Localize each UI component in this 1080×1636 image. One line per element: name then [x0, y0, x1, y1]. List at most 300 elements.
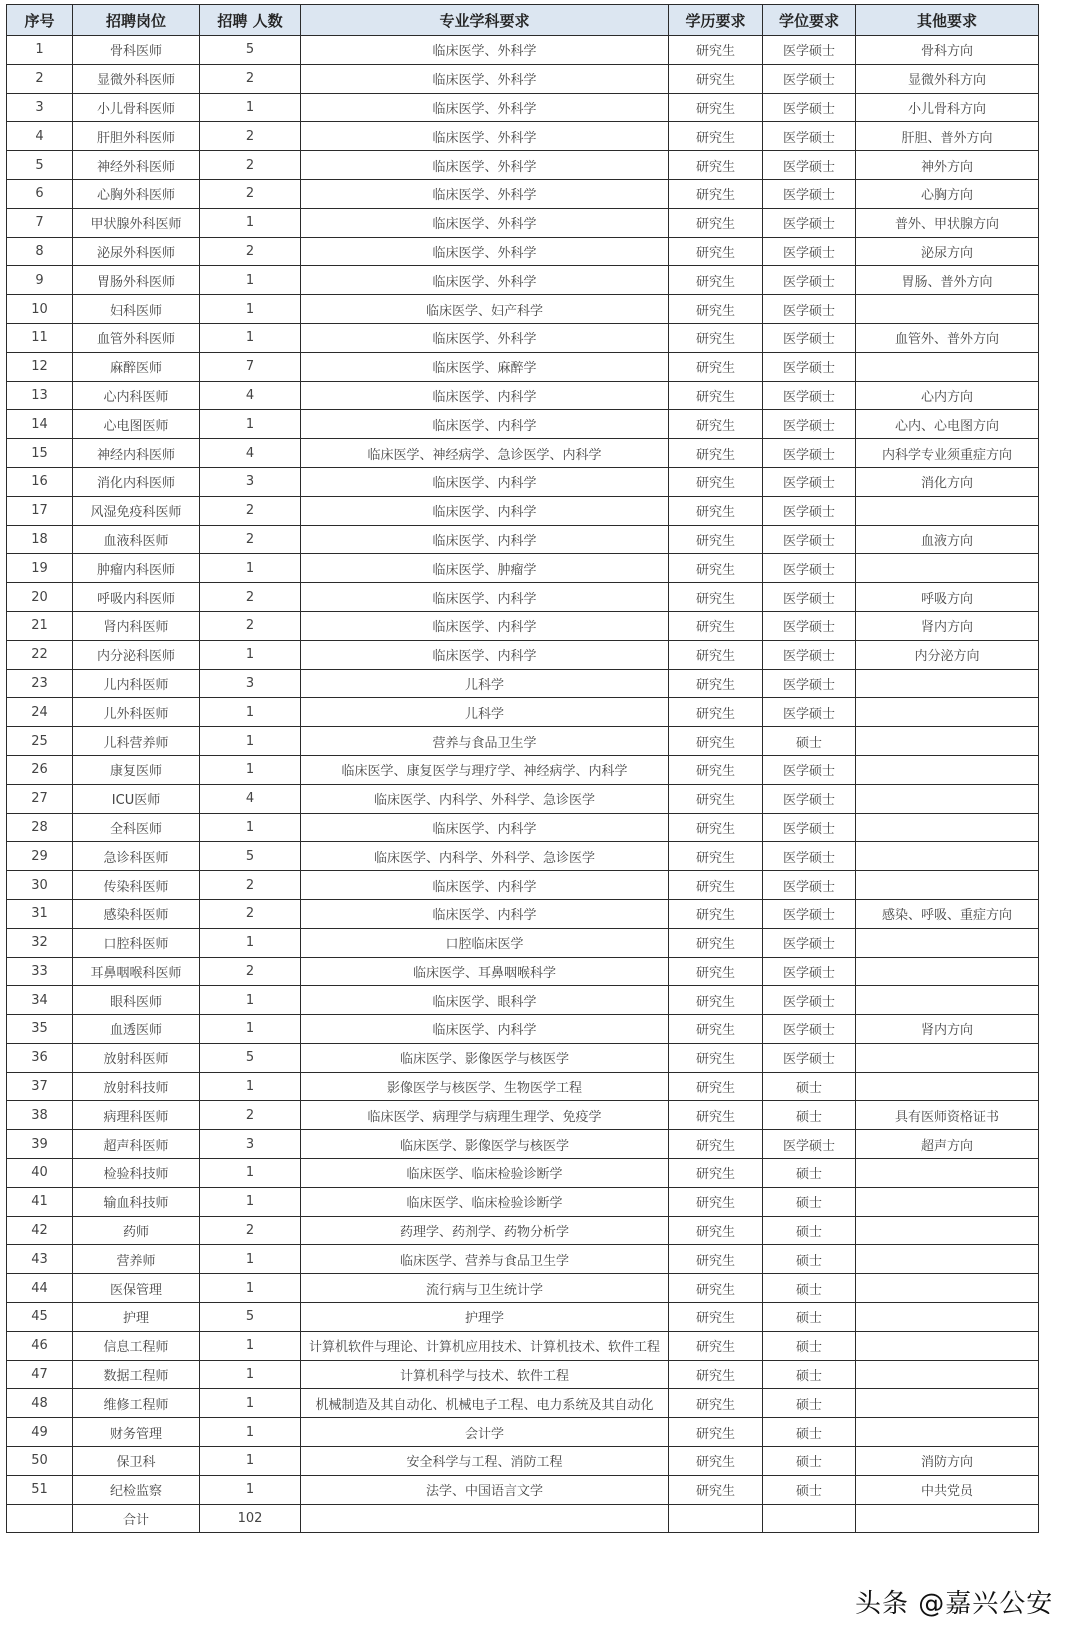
cell-count: 2 [200, 122, 301, 151]
cell-major: 护理学 [301, 1303, 669, 1332]
table-row [7, 295, 1039, 324]
cell-other: 神外方向 [856, 151, 1039, 180]
cell-education: 研究生 [669, 1303, 763, 1332]
table-body [7, 36, 1039, 1505]
cell-other: 肾内方向 [856, 611, 1039, 640]
header-position: 招聘岗位 [73, 5, 200, 36]
table-row [7, 352, 1039, 381]
cell-education: 研究生 [669, 1216, 763, 1245]
cell-degree: 硕士 [763, 1072, 856, 1101]
cell-degree: 医学硕士 [763, 93, 856, 122]
cell-index: 2 [7, 64, 73, 93]
cell-index: 13 [7, 381, 73, 410]
cell-index: 36 [7, 1043, 73, 1072]
cell-position: 甲状腺外科医师 [73, 208, 200, 237]
table-row [7, 784, 1039, 813]
cell-other: 消化方向 [856, 467, 1039, 496]
cell-count: 2 [200, 151, 301, 180]
cell-degree: 医学硕士 [763, 496, 856, 525]
cell-education: 研究生 [669, 151, 763, 180]
table-row [7, 323, 1039, 352]
table-row [7, 1331, 1039, 1360]
cell-other: 胃肠、普外方向 [856, 266, 1039, 295]
cell-position: 护理 [73, 1303, 200, 1332]
cell-position: 肝胆外科医师 [73, 122, 200, 151]
cell-position: 纪检监察 [73, 1475, 200, 1504]
cell-education: 研究生 [669, 957, 763, 986]
cell-major: 临床医学、内科学 [301, 1015, 669, 1044]
cell-count: 1 [200, 1245, 301, 1274]
cell-count: 2 [200, 899, 301, 928]
cell-education: 研究生 [669, 583, 763, 612]
cell-education: 研究生 [669, 1274, 763, 1303]
cell-education: 研究生 [669, 554, 763, 583]
cell-degree: 医学硕士 [763, 352, 856, 381]
table-row [7, 1389, 1039, 1418]
cell-count: 1 [200, 813, 301, 842]
cell-major: 临床医学、外科学 [301, 179, 669, 208]
cell-major: 儿科学 [301, 669, 669, 698]
cell-major: 临床医学、内科学 [301, 813, 669, 842]
cell-index: 51 [7, 1475, 73, 1504]
cell-count: 2 [200, 496, 301, 525]
cell-count: 2 [200, 1101, 301, 1130]
cell-other [856, 813, 1039, 842]
cell-degree: 硕士 [763, 1475, 856, 1504]
cell-other [856, 727, 1039, 756]
cell-index: 4 [7, 122, 73, 151]
cell-index: 37 [7, 1072, 73, 1101]
table-row [7, 727, 1039, 756]
cell-education: 研究生 [669, 266, 763, 295]
cell-major: 临床医学、麻醉学 [301, 352, 669, 381]
cell-index: 29 [7, 842, 73, 871]
cell-other [856, 1245, 1039, 1274]
cell-degree: 医学硕士 [763, 36, 856, 65]
cell-other [856, 295, 1039, 324]
cell-position: 泌尿外科医师 [73, 237, 200, 266]
cell-education: 研究生 [669, 813, 763, 842]
cell-index: 30 [7, 871, 73, 900]
cell-position: 维修工程师 [73, 1389, 200, 1418]
table-row [7, 381, 1039, 410]
cell-education: 研究生 [669, 871, 763, 900]
cell-education: 研究生 [669, 323, 763, 352]
cell-count: 2 [200, 611, 301, 640]
cell-index: 25 [7, 727, 73, 756]
cell-other [856, 755, 1039, 784]
cell-education: 研究生 [669, 1475, 763, 1504]
cell-other [856, 1216, 1039, 1245]
cell-major: 临床医学、外科学 [301, 122, 669, 151]
cell-degree: 医学硕士 [763, 208, 856, 237]
cell-index: 16 [7, 467, 73, 496]
cell-major: 临床医学、外科学 [301, 151, 669, 180]
cell-other: 泌尿方向 [856, 237, 1039, 266]
cell-index: 17 [7, 496, 73, 525]
cell-other: 内科学专业须重症方向 [856, 439, 1039, 468]
cell-education: 研究生 [669, 640, 763, 669]
table-row [7, 928, 1039, 957]
cell-position: 信息工程师 [73, 1331, 200, 1360]
cell-education: 研究生 [669, 208, 763, 237]
cell-count: 1 [200, 410, 301, 439]
cell-position: 骨科医师 [73, 36, 200, 65]
cell-education: 研究生 [669, 1072, 763, 1101]
cell-other [856, 1360, 1039, 1389]
cell-index: 44 [7, 1274, 73, 1303]
cell-degree: 医学硕士 [763, 64, 856, 93]
cell-degree: 硕士 [763, 1447, 856, 1476]
cell-education: 研究生 [669, 727, 763, 756]
table-row [7, 611, 1039, 640]
cell-position: 全科医师 [73, 813, 200, 842]
cell-index: 11 [7, 323, 73, 352]
cell-count: 1 [200, 1418, 301, 1447]
cell-education: 研究生 [669, 36, 763, 65]
cell-major: 临床医学、内科学 [301, 381, 669, 410]
cell-position: 神经外科医师 [73, 151, 200, 180]
cell-index: 41 [7, 1187, 73, 1216]
total-empty [763, 1504, 856, 1533]
cell-other [856, 871, 1039, 900]
cell-degree: 医学硕士 [763, 957, 856, 986]
cell-major: 临床医学、内科学 [301, 899, 669, 928]
cell-degree: 医学硕士 [763, 323, 856, 352]
cell-count: 2 [200, 525, 301, 554]
cell-other: 具有医师资格证书 [856, 1101, 1039, 1130]
cell-education: 研究生 [669, 1101, 763, 1130]
cell-major: 临床医学、神经病学、急诊医学、内科学 [301, 439, 669, 468]
cell-education: 研究生 [669, 1360, 763, 1389]
cell-degree: 医学硕士 [763, 410, 856, 439]
cell-degree: 医学硕士 [763, 842, 856, 871]
cell-index: 8 [7, 237, 73, 266]
cell-major: 会计学 [301, 1418, 669, 1447]
cell-position: 急诊科医师 [73, 842, 200, 871]
cell-other [856, 1389, 1039, 1418]
cell-count: 1 [200, 93, 301, 122]
cell-degree: 硕士 [763, 1274, 856, 1303]
cell-education: 研究生 [669, 986, 763, 1015]
cell-major: 临床医学、内科学 [301, 640, 669, 669]
table-row [7, 986, 1039, 1015]
cell-position: 神经内科医师 [73, 439, 200, 468]
table-row [7, 439, 1039, 468]
cell-education: 研究生 [669, 784, 763, 813]
cell-index: 40 [7, 1159, 73, 1188]
cell-degree: 医学硕士 [763, 237, 856, 266]
cell-index: 38 [7, 1101, 73, 1130]
cell-other [856, 784, 1039, 813]
cell-index: 48 [7, 1389, 73, 1418]
cell-education: 研究生 [669, 525, 763, 554]
cell-position: 消化内科医师 [73, 467, 200, 496]
total-empty [301, 1504, 669, 1533]
cell-index: 23 [7, 669, 73, 698]
cell-position: 血透医师 [73, 1015, 200, 1044]
cell-position: 医保管理 [73, 1274, 200, 1303]
cell-count: 1 [200, 1447, 301, 1476]
cell-major: 临床医学、内科学 [301, 496, 669, 525]
cell-education: 研究生 [669, 496, 763, 525]
cell-count: 7 [200, 352, 301, 381]
cell-other: 血液方向 [856, 525, 1039, 554]
cell-count: 1 [200, 986, 301, 1015]
table-row [7, 1360, 1039, 1389]
cell-count: 2 [200, 957, 301, 986]
cell-other [856, 928, 1039, 957]
watermark: 头条 @嘉兴公安 [855, 1589, 1054, 1619]
cell-position: 保卫科 [73, 1447, 200, 1476]
cell-education: 研究生 [669, 1015, 763, 1044]
cell-other: 心内方向 [856, 381, 1039, 410]
cell-degree: 硕士 [763, 1101, 856, 1130]
cell-position: 肿瘤内科医师 [73, 554, 200, 583]
total-empty [669, 1504, 763, 1533]
cell-position: 胃肠外科医师 [73, 266, 200, 295]
cell-education: 研究生 [669, 1159, 763, 1188]
cell-education: 研究生 [669, 669, 763, 698]
cell-education: 研究生 [669, 1331, 763, 1360]
cell-degree: 医学硕士 [763, 928, 856, 957]
cell-index: 34 [7, 986, 73, 1015]
table-row [7, 1015, 1039, 1044]
cell-index: 7 [7, 208, 73, 237]
cell-count: 1 [200, 266, 301, 295]
cell-position: 风湿免疫科医师 [73, 496, 200, 525]
cell-position: 内分泌科医师 [73, 640, 200, 669]
cell-education: 研究生 [669, 928, 763, 957]
cell-position: 病理科医师 [73, 1101, 200, 1130]
table-row [7, 669, 1039, 698]
cell-major: 法学、中国语言文学 [301, 1475, 669, 1504]
cell-count: 4 [200, 784, 301, 813]
cell-degree: 医学硕士 [763, 295, 856, 324]
cell-major: 临床医学、临床检验诊断学 [301, 1187, 669, 1216]
table-row [7, 237, 1039, 266]
cell-major: 临床医学、影像医学与核医学 [301, 1043, 669, 1072]
cell-count: 5 [200, 842, 301, 871]
cell-major: 临床医学、康复医学与理疗学、神经病学、内科学 [301, 755, 669, 784]
cell-index: 6 [7, 179, 73, 208]
cell-count: 1 [200, 1360, 301, 1389]
cell-position: 显微外科医师 [73, 64, 200, 93]
cell-degree: 医学硕士 [763, 525, 856, 554]
cell-other [856, 1187, 1039, 1216]
cell-major: 临床医学、外科学 [301, 208, 669, 237]
table-row [7, 871, 1039, 900]
cell-position: 感染科医师 [73, 899, 200, 928]
cell-count: 1 [200, 295, 301, 324]
cell-index: 32 [7, 928, 73, 957]
table-row [7, 1447, 1039, 1476]
cell-degree: 医学硕士 [763, 611, 856, 640]
cell-count: 1 [200, 1389, 301, 1418]
table-row [7, 1245, 1039, 1274]
cell-degree: 硕士 [763, 1389, 856, 1418]
cell-count: 2 [200, 871, 301, 900]
cell-index: 28 [7, 813, 73, 842]
cell-count: 5 [200, 1303, 301, 1332]
cell-other [856, 1418, 1039, 1447]
cell-major: 临床医学、营养与食品卫生学 [301, 1245, 669, 1274]
cell-other [856, 352, 1039, 381]
cell-index: 18 [7, 525, 73, 554]
cell-education: 研究生 [669, 1389, 763, 1418]
cell-education: 研究生 [669, 1043, 763, 1072]
cell-major: 临床医学、妇产科学 [301, 295, 669, 324]
cell-education: 研究生 [669, 899, 763, 928]
cell-index: 9 [7, 266, 73, 295]
cell-count: 5 [200, 1043, 301, 1072]
cell-count: 2 [200, 583, 301, 612]
cell-major: 临床医学、内科学 [301, 410, 669, 439]
total-index [7, 1504, 73, 1533]
cell-degree: 医学硕士 [763, 1043, 856, 1072]
cell-position: 传染科医师 [73, 871, 200, 900]
cell-degree: 硕士 [763, 1418, 856, 1447]
header-education: 学历要求 [669, 5, 763, 36]
table-row [7, 1475, 1039, 1504]
cell-position: 数据工程师 [73, 1360, 200, 1389]
recruitment-table [6, 4, 1039, 1533]
cell-education: 研究生 [669, 352, 763, 381]
header-row [7, 5, 1039, 36]
cell-position: 心胸外科医师 [73, 179, 200, 208]
cell-education: 研究生 [669, 842, 763, 871]
cell-other: 中共党员 [856, 1475, 1039, 1504]
cell-major: 临床医学、肿瘤学 [301, 554, 669, 583]
total-empty [856, 1504, 1039, 1533]
cell-degree: 硕士 [763, 1159, 856, 1188]
cell-index: 49 [7, 1418, 73, 1447]
cell-education: 研究生 [669, 179, 763, 208]
table-row [7, 266, 1039, 295]
table-row [7, 467, 1039, 496]
cell-position: 儿内科医师 [73, 669, 200, 698]
cell-major: 临床医学、耳鼻咽喉科学 [301, 957, 669, 986]
cell-degree: 医学硕士 [763, 1130, 856, 1159]
cell-index: 3 [7, 93, 73, 122]
cell-degree: 医学硕士 [763, 554, 856, 583]
cell-education: 研究生 [669, 611, 763, 640]
cell-other: 内分泌方向 [856, 640, 1039, 669]
cell-count: 1 [200, 640, 301, 669]
table-row [7, 496, 1039, 525]
cell-education: 研究生 [669, 93, 763, 122]
cell-other: 呼吸方向 [856, 583, 1039, 612]
cell-index: 42 [7, 1216, 73, 1245]
cell-index: 31 [7, 899, 73, 928]
cell-education: 研究生 [669, 122, 763, 151]
cell-degree: 硕士 [763, 1245, 856, 1274]
cell-degree: 医学硕士 [763, 899, 856, 928]
cell-index: 47 [7, 1360, 73, 1389]
cell-major: 机械制造及其自动化、机械电子工程、电力系统及其自动化 [301, 1389, 669, 1418]
cell-position: ICU医师 [73, 784, 200, 813]
cell-count: 1 [200, 698, 301, 727]
cell-position: 心内科医师 [73, 381, 200, 410]
cell-education: 研究生 [669, 1187, 763, 1216]
cell-other: 肝胆、普外方向 [856, 122, 1039, 151]
cell-count: 1 [200, 323, 301, 352]
table-row [7, 698, 1039, 727]
header-major: 专业学科要求 [301, 5, 669, 36]
cell-count: 2 [200, 64, 301, 93]
cell-position: 口腔科医师 [73, 928, 200, 957]
cell-position: 血管外科医师 [73, 323, 200, 352]
cell-degree: 医学硕士 [763, 871, 856, 900]
cell-education: 研究生 [669, 755, 763, 784]
cell-index: 50 [7, 1447, 73, 1476]
cell-index: 14 [7, 410, 73, 439]
cell-position: 小儿骨科医师 [73, 93, 200, 122]
cell-other [856, 957, 1039, 986]
cell-count: 2 [200, 1216, 301, 1245]
table-row [7, 525, 1039, 554]
cell-degree: 医学硕士 [763, 179, 856, 208]
cell-major: 计算机科学与技术、软件工程 [301, 1360, 669, 1389]
cell-other: 普外、甲状腺方向 [856, 208, 1039, 237]
cell-other [856, 1331, 1039, 1360]
table-row [7, 957, 1039, 986]
cell-degree: 医学硕士 [763, 755, 856, 784]
cell-degree: 硕士 [763, 1360, 856, 1389]
table-row [7, 1072, 1039, 1101]
cell-index: 26 [7, 755, 73, 784]
cell-count: 1 [200, 727, 301, 756]
cell-position: 儿科营养师 [73, 727, 200, 756]
cell-index: 20 [7, 583, 73, 612]
cell-degree: 医学硕士 [763, 640, 856, 669]
cell-degree: 医学硕士 [763, 583, 856, 612]
cell-index: 5 [7, 151, 73, 180]
cell-degree: 医学硕士 [763, 381, 856, 410]
cell-degree: 医学硕士 [763, 1015, 856, 1044]
cell-index: 43 [7, 1245, 73, 1274]
cell-degree: 医学硕士 [763, 986, 856, 1015]
cell-position: 输血科技师 [73, 1187, 200, 1216]
cell-other [856, 842, 1039, 871]
cell-major: 临床医学、外科学 [301, 36, 669, 65]
cell-position: 耳鼻咽喉科医师 [73, 957, 200, 986]
cell-degree: 硕士 [763, 1303, 856, 1332]
cell-other: 血管外、普外方向 [856, 323, 1039, 352]
cell-major: 儿科学 [301, 698, 669, 727]
cell-education: 研究生 [669, 410, 763, 439]
cell-other [856, 698, 1039, 727]
cell-other [856, 1303, 1039, 1332]
cell-major: 临床医学、外科学 [301, 323, 669, 352]
cell-major: 临床医学、眼科学 [301, 986, 669, 1015]
header-index: 序号 [7, 5, 73, 36]
cell-major: 流行病与卫生统计学 [301, 1274, 669, 1303]
cell-position: 心电图医师 [73, 410, 200, 439]
cell-major: 营养与食品卫生学 [301, 727, 669, 756]
cell-major: 临床医学、外科学 [301, 266, 669, 295]
cell-major: 临床医学、影像医学与核医学 [301, 1130, 669, 1159]
cell-index: 39 [7, 1130, 73, 1159]
cell-other: 心内、心电图方向 [856, 410, 1039, 439]
cell-count: 4 [200, 381, 301, 410]
cell-position: 眼科医师 [73, 986, 200, 1015]
cell-major: 计算机软件与理论、计算机应用技术、计算机技术、软件工程 [301, 1331, 669, 1360]
cell-major: 临床医学、内科学 [301, 583, 669, 612]
cell-count: 5 [200, 36, 301, 65]
cell-major: 临床医学、内科学 [301, 525, 669, 554]
cell-major: 临床医学、外科学 [301, 237, 669, 266]
